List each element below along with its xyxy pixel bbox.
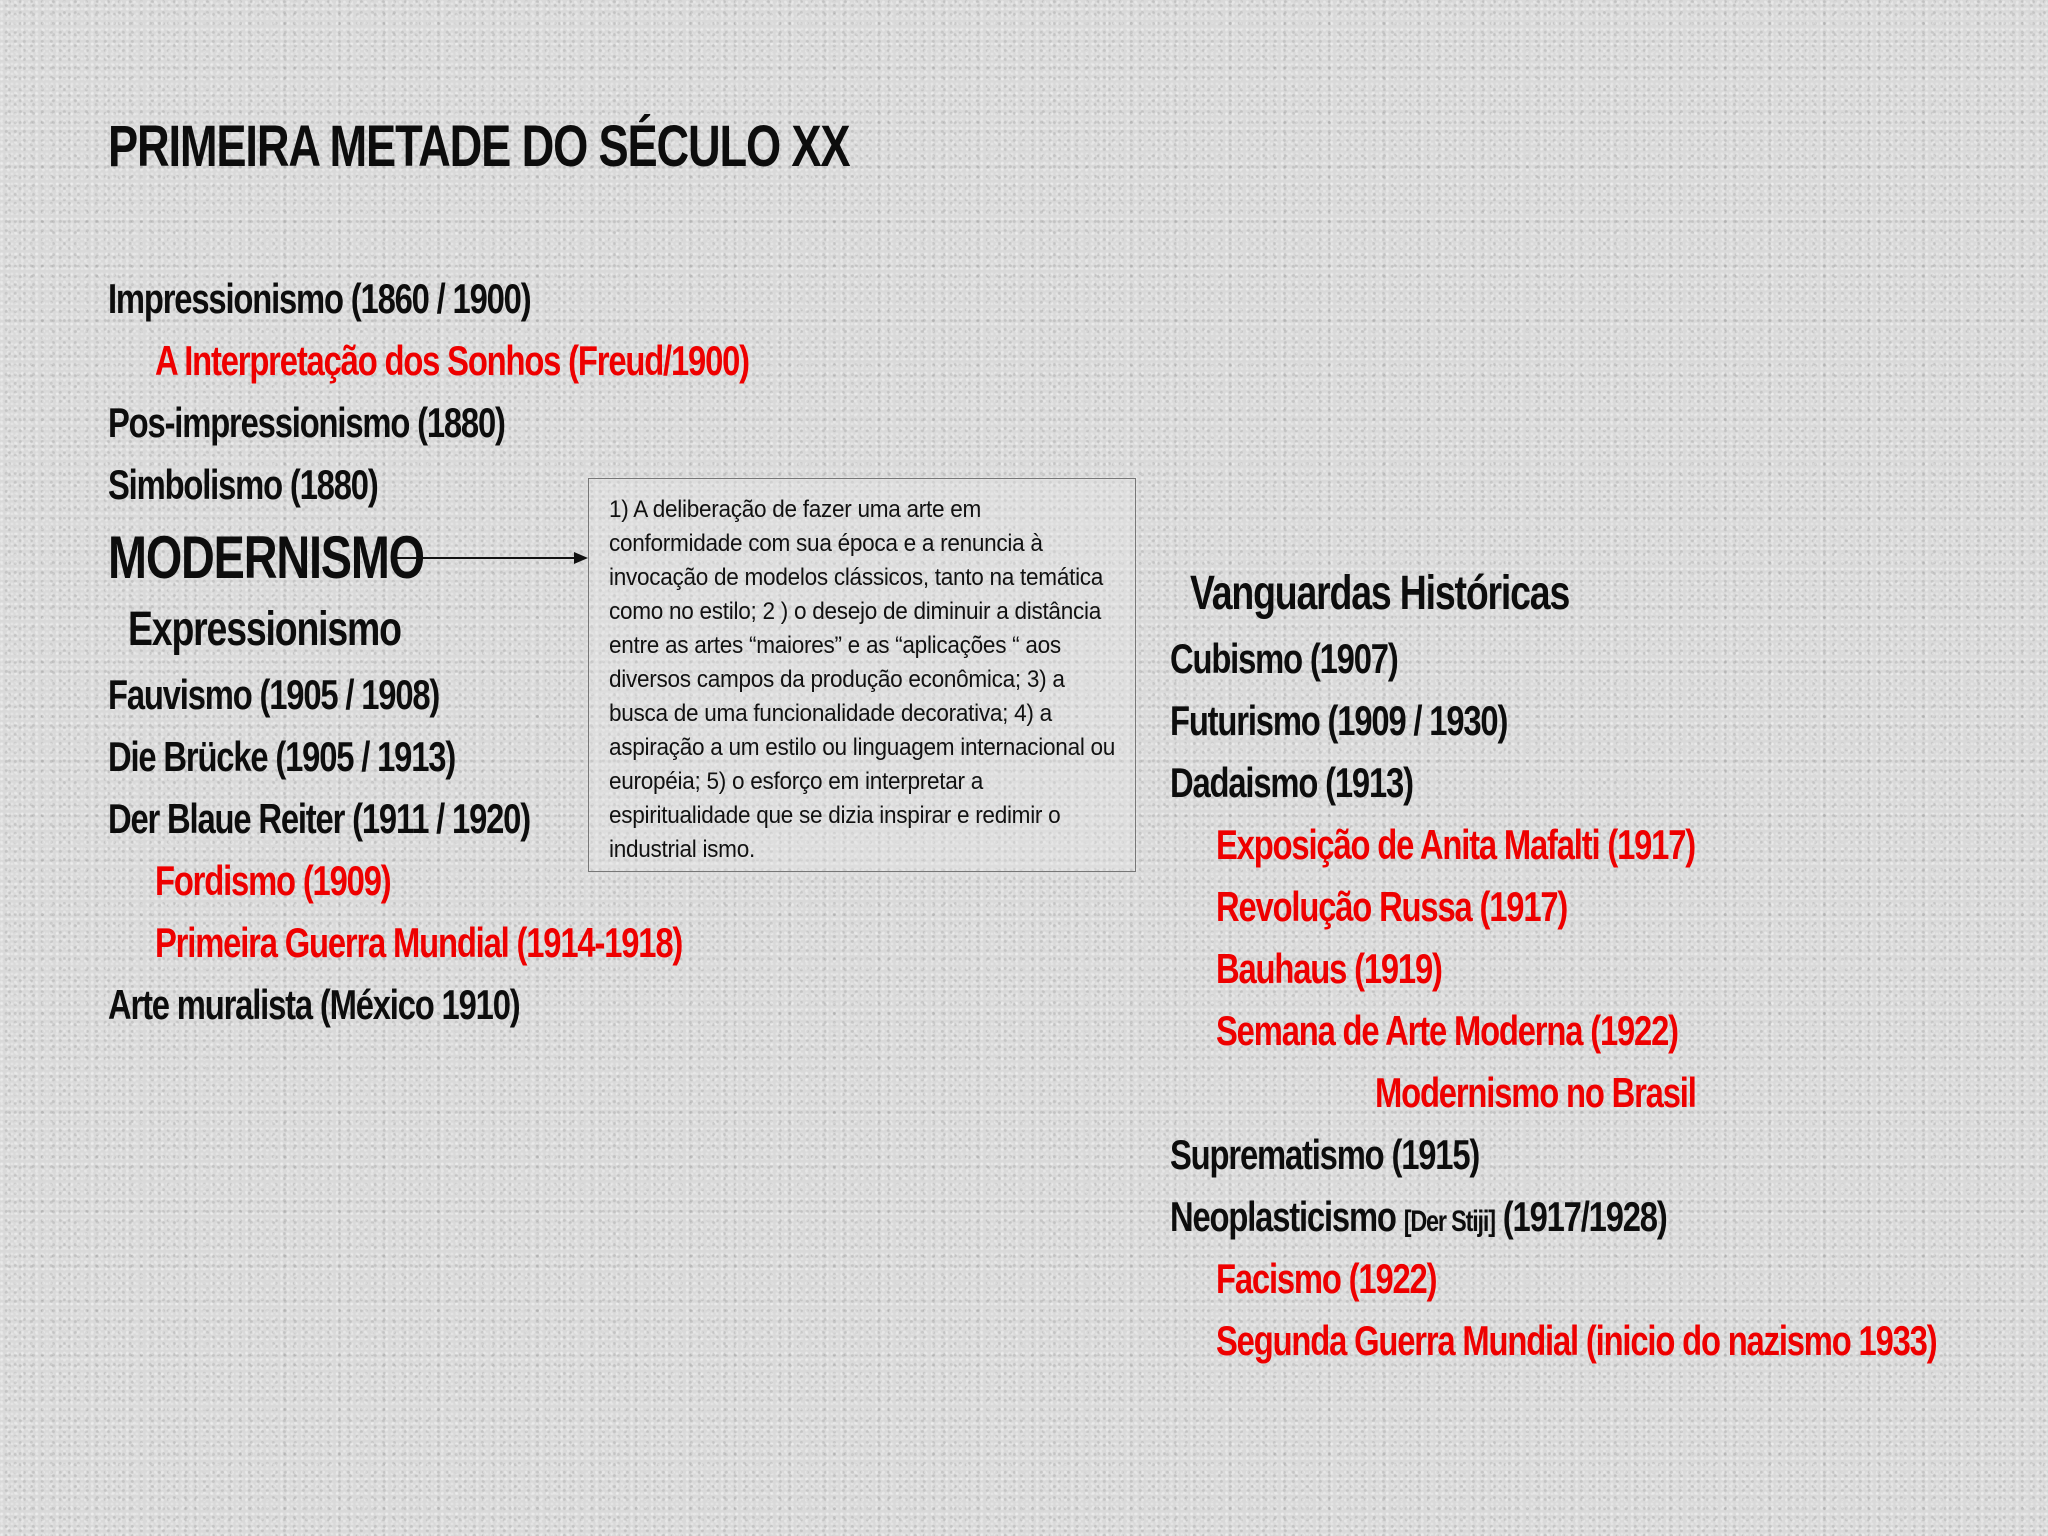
vanguardas-heading: Vanguardas Históricas <box>1190 567 1570 620</box>
item-fauvismo: Fauvismo (1905 / 1908) <box>108 671 440 718</box>
item-fordismo: Fordismo (1909) <box>155 857 391 904</box>
item-semana-arte-moderna: Semana de Arte Moderna (1922) <box>1216 1007 1678 1054</box>
item-anita: Exposição de Anita Mafalti (1917) <box>1216 821 1696 868</box>
item-bauhaus: Bauhaus (1919) <box>1216 945 1442 992</box>
item-neoplasticismo <box>1170 1193 1667 1240</box>
item-die-brucke: Die Brücke (1905 / 1913) <box>108 733 456 780</box>
item-arte-muralista: Arte muralista (México 1910) <box>108 981 520 1028</box>
modernism-characteristics-box <box>588 478 1136 872</box>
item-freud: A Interpretação dos Sonhos (Freud/1900) <box>155 337 749 384</box>
item-cubismo: Cubismo (1907) <box>1170 635 1398 682</box>
item-revolucao-russa: Revolução Russa (1917) <box>1216 883 1568 930</box>
item-impressionismo: Impressionismo (1860 / 1900) <box>108 275 531 322</box>
item-suprematismo: Suprematismo (1915) <box>1170 1131 1480 1178</box>
neoplasticismo-der-stiji: [Der Stiji] <box>1403 1205 1495 1238</box>
item-segunda-guerra: Segunda Guerra Mundial (inicio do nazismo 1933) <box>1216 1317 1937 1364</box>
slide-title: PRIMEIRA METADE DO SÉCULO XX <box>108 114 850 179</box>
item-pos-impressionismo: Pos-impressionismo (1880) <box>108 399 505 446</box>
item-simbolismo: Simbolismo (1880) <box>108 461 378 508</box>
item-blaue-reiter: Der Blaue Reiter (1911 / 1920) <box>108 795 530 842</box>
neoplasticismo-dates: (1917/1928) <box>1494 1193 1667 1240</box>
item-futurismo: Futurismo (1909 / 1930) <box>1170 697 1508 744</box>
arrow-right-icon <box>392 548 592 568</box>
modernism-characteristics-text: 1) A deliberação de fazer uma arte em conformidade com sua época e a renuncia à invocação de modelos clássicos, tanto na temática como no estilo; 2 ) o desejo de diminuir a distância entre as artes “maiores” e as “aplicações “ aos diversos campos da produção econômica; 3) a busca de uma funcionalidade decorativa; 4) a aspiração a um estilo ou linguagem internacional ou européia; 5) o esforço em interpretar a espiritualidade que se dizia inspirar e redimir o industrial ismo. <box>609 496 1116 863</box>
item-expressionismo: Expressionismo <box>128 603 401 656</box>
neoplasticismo-name: Neoplasticismo <box>1170 1193 1404 1240</box>
item-facismo: Facismo (1922) <box>1216 1255 1437 1302</box>
item-modernismo: MODERNISMO <box>108 524 424 591</box>
item-modernismo-brasil: Modernismo no Brasil <box>1375 1069 1696 1116</box>
item-dadaismo: Dadaismo (1913) <box>1170 759 1413 806</box>
item-primeira-guerra: Primeira Guerra Mundial (1914-1918) <box>155 919 683 966</box>
